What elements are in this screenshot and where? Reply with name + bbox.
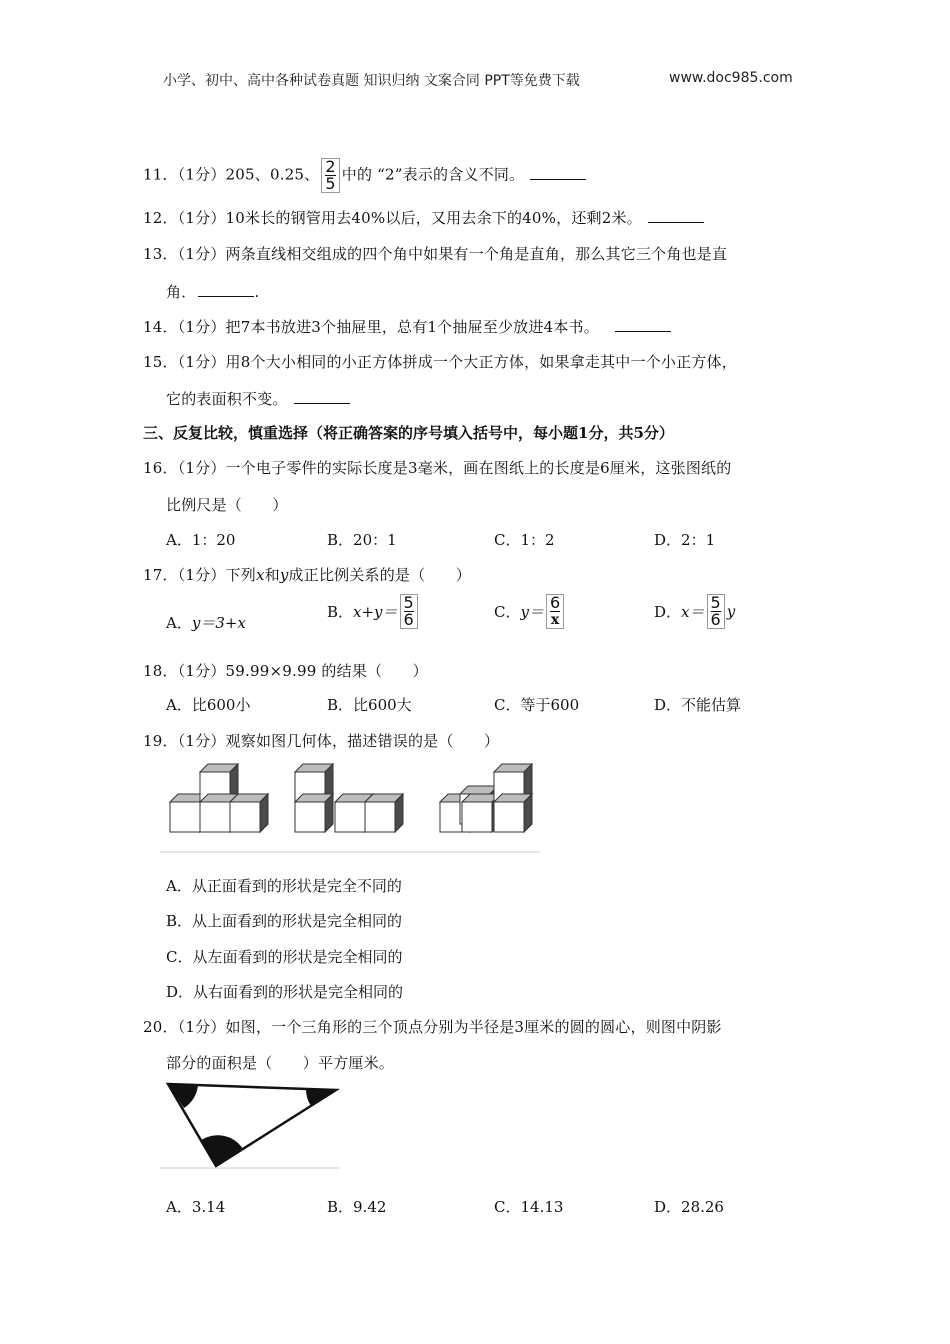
option-b[interactable]: B．9.42 xyxy=(327,1198,387,1216)
question-text: 如图，一个三角形的三个顶点分别为半径是3厘米的圆的圆心，则图中阴影 xyxy=(225,1018,722,1036)
option-c[interactable]: C．从左面看到的形状是完全相同的 xyxy=(166,948,403,966)
option-d[interactable]: D．$x= \frac{5}{6}$ y xyxy=(654,593,736,629)
question-11 xyxy=(143,158,586,193)
cube-figures xyxy=(160,760,545,855)
fraction: $\frac{5}{6}$ xyxy=(400,594,418,629)
option-a[interactable]: A．y＝3+x xyxy=(166,614,246,632)
question-text: 中的 “2”表示的含义不同。 xyxy=(341,165,525,184)
header-title: 小学、初中、高中各种试卷真题 知识归纳 文案合同 PPT等免费下载 xyxy=(163,73,580,89)
question-text: 10米长的钢管用去40%以后，又用去余下的40%，还剩2米。 xyxy=(225,209,642,227)
question-text: 205、0.25、 xyxy=(225,165,320,184)
question-20-cont: 部分的面积是（ ）平方厘米。 xyxy=(166,1054,395,1072)
answer-blank[interactable] xyxy=(530,167,586,180)
question-16-cont: 比例尺是（ ） xyxy=(166,496,288,514)
question-text: 两条直线相交组成的四个角中如果有一个角是直角，那么其它三个角也是直 xyxy=(225,245,728,263)
question-text: 观察如图几何体，描述错误的是（ ） xyxy=(225,732,500,750)
option-c[interactable]: C．$y= \frac{6}{x}$ xyxy=(494,594,566,629)
cube-figure-2 xyxy=(295,764,403,832)
cube-figure-1 xyxy=(170,764,268,832)
option-a[interactable]: A．3.14 xyxy=(166,1198,226,1216)
question-15: 15．（1分）用8个大小相同的小正方体拼成一个大正方体，如果拿走其中一个小正方体， xyxy=(143,353,737,371)
question-18: 18．（1分）59.99×9.99 的结果（ ） xyxy=(143,662,428,680)
question-19: 19．（1分）观察如图几何体，描述错误的是（ ） xyxy=(143,732,500,750)
option-a[interactable]: A．从正面看到的形状是完全不同的 xyxy=(166,877,402,895)
option-b[interactable]: B．比600大 xyxy=(327,696,412,714)
option-a[interactable]: A．比600小 xyxy=(166,696,251,714)
question-13: 13．（1分）两条直线相交组成的四个角中如果有一个角是直角，那么其它三个角也是直 xyxy=(143,245,728,263)
question-13-cont: 角． . xyxy=(166,283,260,301)
option-b[interactable]: B．从上面看到的形状是完全相同的 xyxy=(166,912,403,930)
question-score: （1分） xyxy=(177,165,226,184)
option-d[interactable]: D．2：1 xyxy=(654,531,716,549)
question-12: 12．（1分）10米长的钢管用去40%以后，又用去余下的40%，还剩2米。 xyxy=(143,207,704,228)
question-text: 一个电子零件的实际长度是3毫米，画在图纸上的长度是6厘米，这张图纸的 xyxy=(225,459,732,477)
option-d[interactable]: D．从右面看到的形状是完全相同的 xyxy=(166,983,404,1001)
question-text: 把7本书放进3个抽屉里，总有1个抽屉至少放进4本书。 xyxy=(225,318,599,336)
question-14: 14．（1分）把7本书放进3个抽屉里，总有1个抽屉至少放进4本书。 xyxy=(143,316,671,337)
option-d[interactable]: D．28.26 xyxy=(654,1198,724,1216)
answer-blank[interactable] xyxy=(294,391,350,404)
option-c[interactable]: C．等于600 xyxy=(494,696,580,714)
option-b[interactable]: B．20：1 xyxy=(327,531,397,549)
question-text: 用8个大小相同的小正方体拼成一个大正方体，如果拿走其中一个小正方体， xyxy=(225,353,737,371)
answer-blank[interactable] xyxy=(615,319,671,332)
option-d[interactable]: D．不能估算 xyxy=(654,696,742,714)
option-c[interactable]: C．1：2 xyxy=(494,531,555,549)
question-16: 16．（1分）一个电子零件的实际长度是3毫米，画在图纸上的长度是6厘米，这张图纸的 xyxy=(143,459,732,477)
question-17: 17．（1分）下列x和y成正比例关系的是（ ） xyxy=(143,566,471,584)
fraction: $\frac{6}{x}$ xyxy=(546,594,564,629)
question-text: 59.99×9.99 的结果（ ） xyxy=(225,662,428,680)
answer-blank[interactable] xyxy=(198,284,254,297)
option-c[interactable]: C．14.13 xyxy=(494,1198,564,1216)
question-15-cont: 它的表面积不变。 xyxy=(166,388,350,409)
answer-blank[interactable] xyxy=(648,210,704,223)
cube-figure-3 xyxy=(440,764,532,832)
section-title: 三、反复比较，慎重选择（将正确答案的序号填入括号中，每小题1分，共5分） xyxy=(143,424,674,442)
question-number: 11． xyxy=(143,165,178,184)
question-20: 20．（1分）如图，一个三角形的三个顶点分别为半径是3厘米的圆的圆心，则图中阴影 xyxy=(143,1018,722,1036)
fraction: $\frac{2}{5}$ xyxy=(321,158,339,193)
header-url: www.doc985.com xyxy=(669,70,793,86)
option-a[interactable]: A．1：20 xyxy=(166,531,236,549)
option-b[interactable]: B．$x+y= \frac{5}{6}$ xyxy=(327,594,420,629)
fraction: $\frac{5}{6}$ xyxy=(707,594,725,629)
triangle-figure xyxy=(160,1078,345,1170)
